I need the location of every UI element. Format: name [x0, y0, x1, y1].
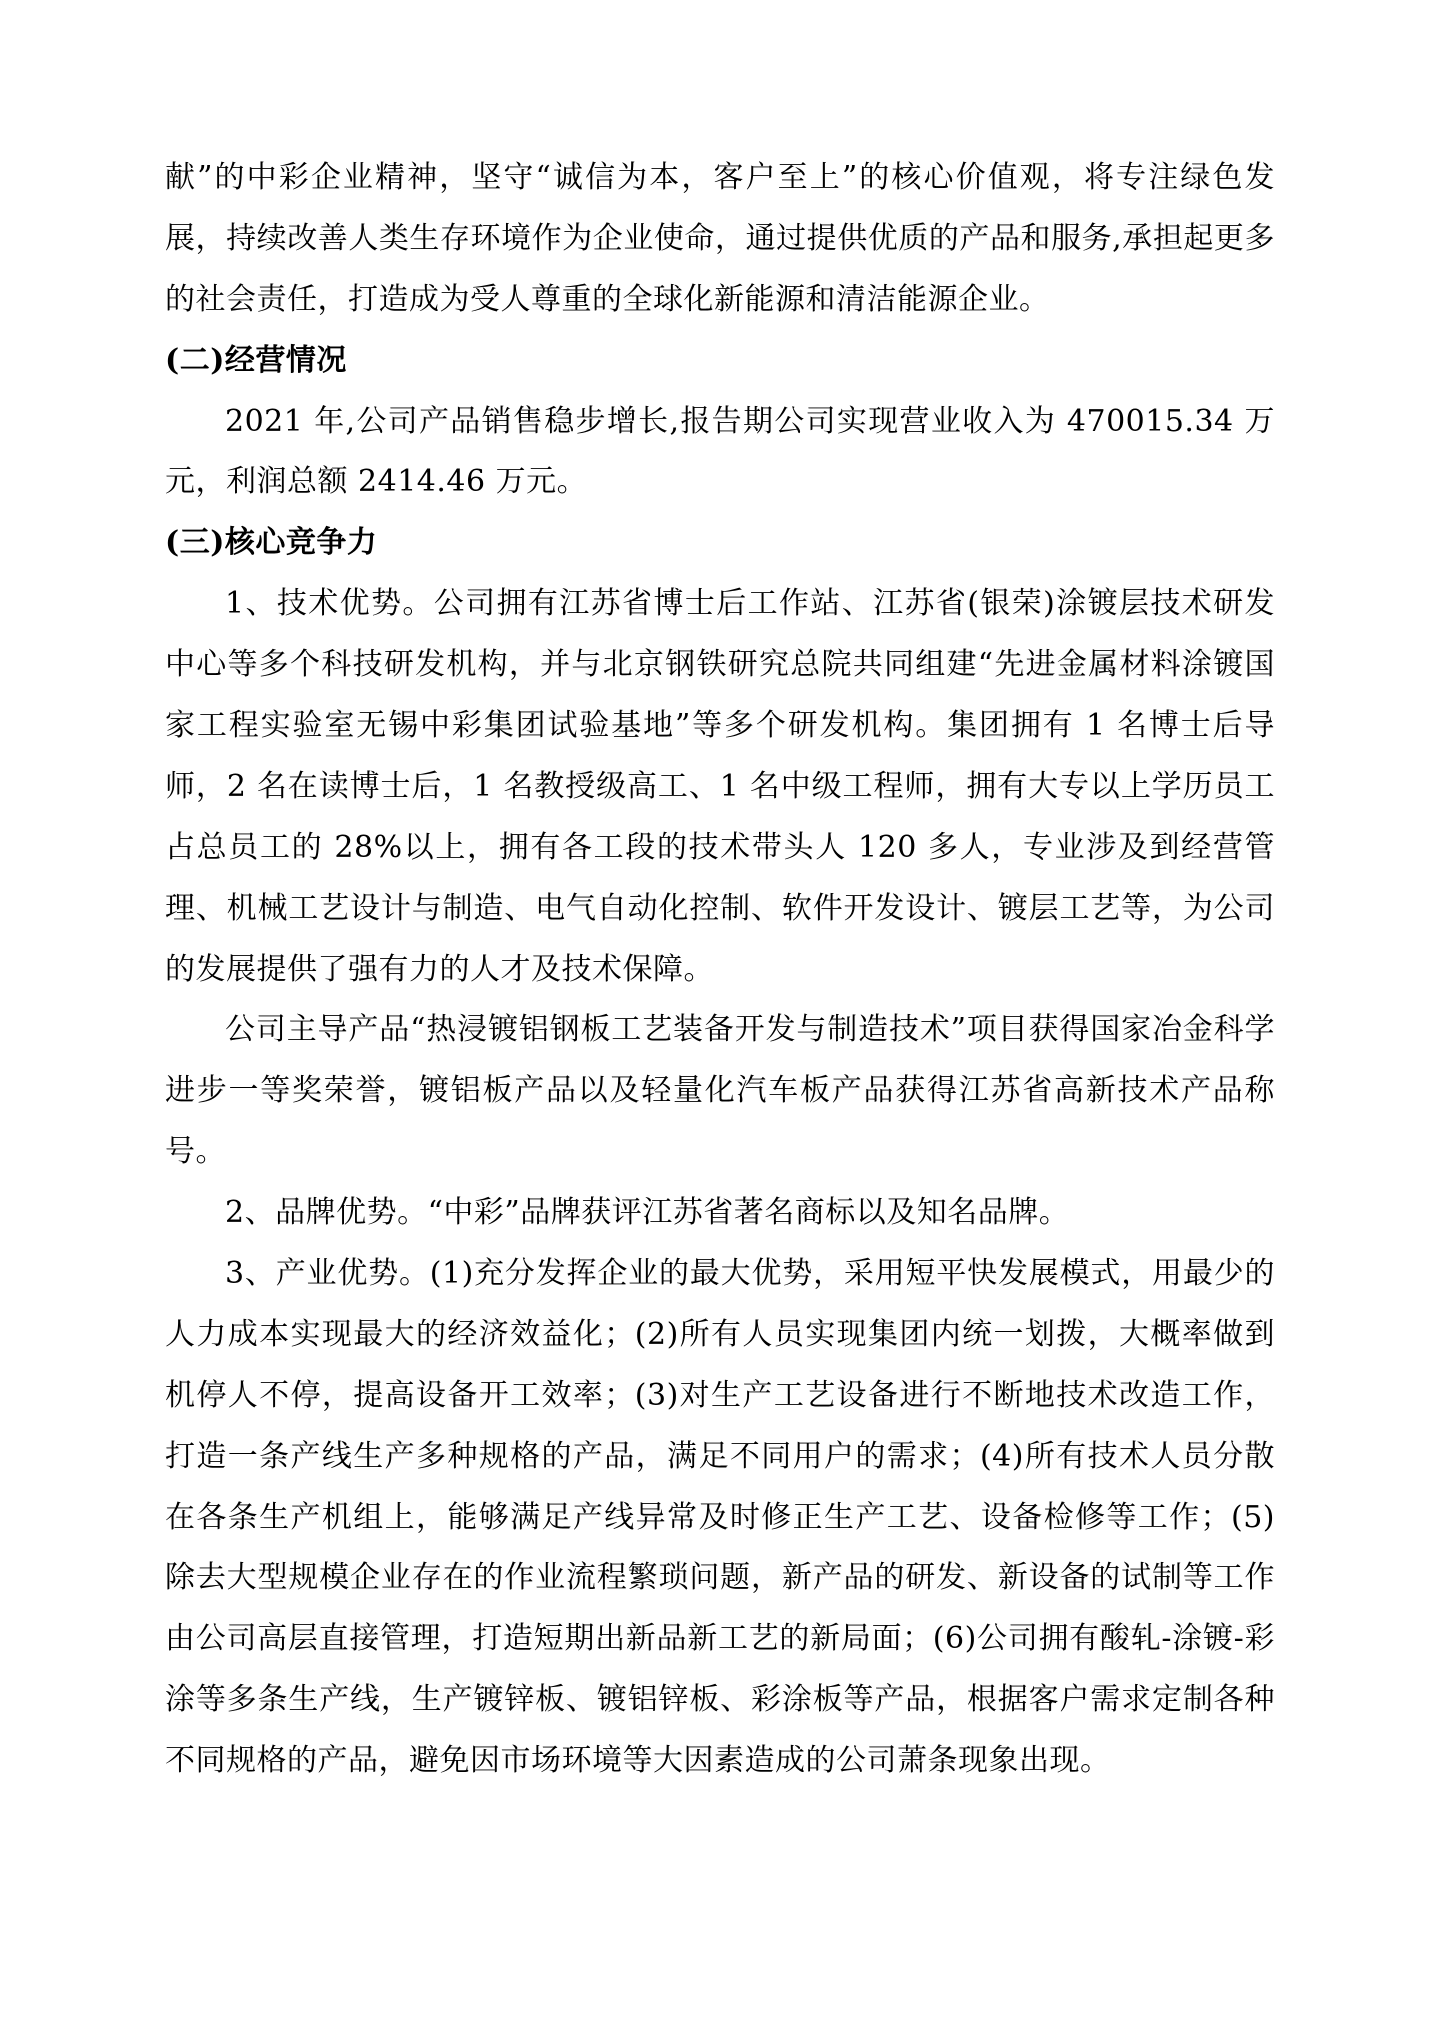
paragraph: 2021 年,公司产品销售稳步增长,报告期公司实现营业收入为 470015.34 万元，利润总额 2414.46 万元。: [165, 403, 1275, 500]
paragraph: 公司主导产品“热浸镀铝钢板工艺装备开发与制造技术”项目获得国家冶金科学进步一等奖荣誉，镀铝板产品以及轻量化汽车板产品获得江苏省高新技术产品称号。: [165, 1012, 1275, 1170]
paragraph: 3、产业优势。(1)充分发挥企业的最大优势，采用短平快发展模式，用最少的人力成本实现最大的经济效益化；(2)所有人员实现集团内统一划拨，大概率做到机停人不停，提高设备开工效率；(3)对生产工艺设备进行不断地技术改造工作，打造一条产线生产多种规格的产品，满足不同用户的需求；(4)所有技术人员分散在各条生产机组上，能够满足产线异常及时修正生产工艺、设备检修等工作；(5)除去大型规模企业存在的作业流程繁琐问题，新产品的研发、新设备的试制等工作由公司高层直接管理，打造短期出新品新工艺的新局面；(6)公司拥有酸轧-涂镀-彩涂等多条生产线，生产镀锌板、镀铝锌板、彩涂板等产品，根据客户需求定制各种不同规格的产品，避免因市场环境等大因素造成的公司萧条现象出现。: [165, 1256, 1275, 1779]
paragraph: 2、品牌优势。“中彩”品牌获评江苏省著名商标以及知名品牌。: [225, 1195, 1070, 1231]
document-content: [165, 148, 1275, 1792]
section-heading: (三)核心竞争力: [165, 525, 378, 561]
paragraph: 献”的中彩企业精神，坚守“诚信为本，客户至上”的核心价值观，将专注绿色发展，持续改善人类生存环境作为企业使命，通过提供优质的产品和服务,承担起更多的社会责任，打造成为受人尊重的全球化新能源和清洁能源企业。: [165, 160, 1275, 317]
paragraph: 1、技术优势。公司拥有江苏省博士后工作站、江苏省(银荣)涂镀层技术研发中心等多个科技研发机构，并与北京钢铁研究总院共同组建“先进金属材料涂镀国家工程实验室无锡中彩集团试验基地”等多个研发机构。集团拥有 1 名博士后导师，2 名在读博士后，1 名教授级高工、1 名中级工程师，拥有大专以上学历员工占总员工的 28%以上，拥有各工段的技术带头人 120 多人，专业涉及到经营管理、机械工艺设计与制造、电气自动化控制、软件开发设计、镀层工艺等，为公司的发展提供了强有力的人才及技术保障。: [165, 586, 1275, 987]
section-heading: (二)经营情况: [165, 342, 347, 378]
